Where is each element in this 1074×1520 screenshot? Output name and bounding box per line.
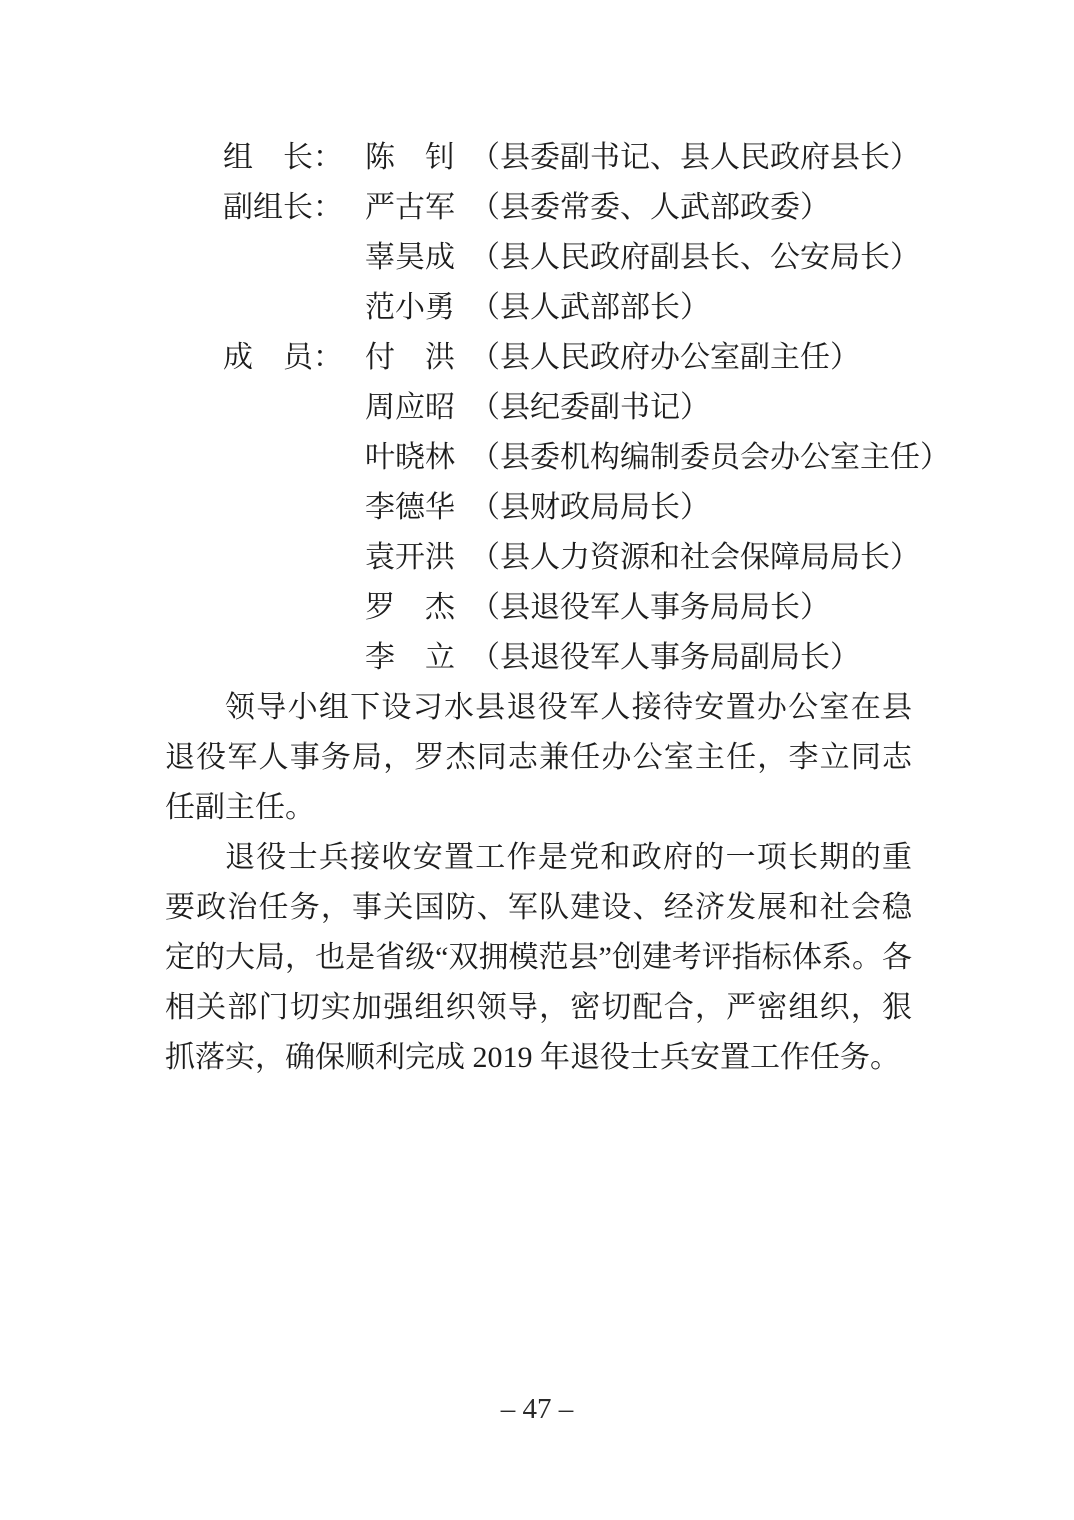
- page-footer: [0, 1392, 1074, 1426]
- body-text: [165, 683, 912, 1083]
- page-number: – 47 –: [500, 1393, 574, 1425]
- roster-member-name: 李 立: [365, 641, 455, 674]
- roster-member-name: 陈 钊: [365, 141, 455, 174]
- roster-row: [165, 483, 912, 533]
- document-content: [165, 133, 950, 1083]
- roster-member-name: 罗 杰: [365, 591, 455, 624]
- roster-member-title: （县人民政府副县长、公安局长）: [470, 241, 920, 274]
- roster-member-title: （县委常委、人武部政委）: [470, 191, 830, 224]
- body-paragraph: 领导小组下设习水县退役军人接待安置办公室在县退役军人事务局，罗杰同志兼任办公室主任，李立同志任副主任。: [165, 691, 912, 824]
- roster-role-label: 成 员：: [223, 341, 343, 374]
- roster-member-name: 李德华: [365, 491, 455, 524]
- roster-member-title: （县退役军人事务局局长）: [470, 591, 830, 624]
- roster-role-label: 组 长：: [223, 141, 343, 174]
- roster-member-title: （县人民政府办公室副主任）: [470, 341, 860, 374]
- roster-row: [165, 583, 912, 633]
- roster-member-name: 辜昊成: [365, 241, 455, 274]
- roster-row: [165, 633, 912, 683]
- roster-row: [165, 283, 912, 333]
- roster-member-title: （县退役军人事务局副局长）: [470, 641, 860, 674]
- roster-member-name: 叶晓林: [365, 441, 455, 474]
- roster-member-title: （县人力资源和社会保障局局长）: [470, 541, 920, 574]
- roster-member-name: 袁开洪: [365, 541, 455, 574]
- roster-row: [165, 383, 912, 433]
- roster-member-name: 付 洪: [365, 341, 455, 374]
- roster-member-name: 周应昭: [365, 391, 455, 424]
- roster-row: [165, 233, 920, 283]
- roster-row: [165, 133, 920, 183]
- roster-member-title: （县委副书记、县人民政府县长）: [470, 141, 920, 174]
- roster-row: [165, 183, 912, 233]
- roster-member-title: （县纪委副书记）: [470, 391, 710, 424]
- roster-role-label: 副组长：: [223, 191, 343, 224]
- roster-member-title: （县人武部部长）: [470, 291, 710, 324]
- roster-member-title: （县委机构编制委员会办公室主任）: [470, 441, 950, 474]
- leadership-roster: [165, 133, 950, 683]
- roster-row: [165, 533, 920, 583]
- body-paragraph: 退役士兵接收安置工作是党和政府的一项长期的重要政治任务，事关国防、军队建设、经济发展和社会稳定的大局，也是省级“双拥模范县”创建考评指标体系。各相关部门切实加强组织领导，密切配合，严密组织，狠抓落实，确保顺利完成 2019 年退役士兵安置工作任务。: [165, 841, 912, 1074]
- roster-member-title: （县财政局局长）: [470, 491, 710, 524]
- roster-member-name: 范小勇: [365, 291, 455, 324]
- roster-row: [165, 333, 912, 383]
- roster-row: [165, 433, 950, 483]
- roster-member-name: 严古军: [365, 191, 455, 224]
